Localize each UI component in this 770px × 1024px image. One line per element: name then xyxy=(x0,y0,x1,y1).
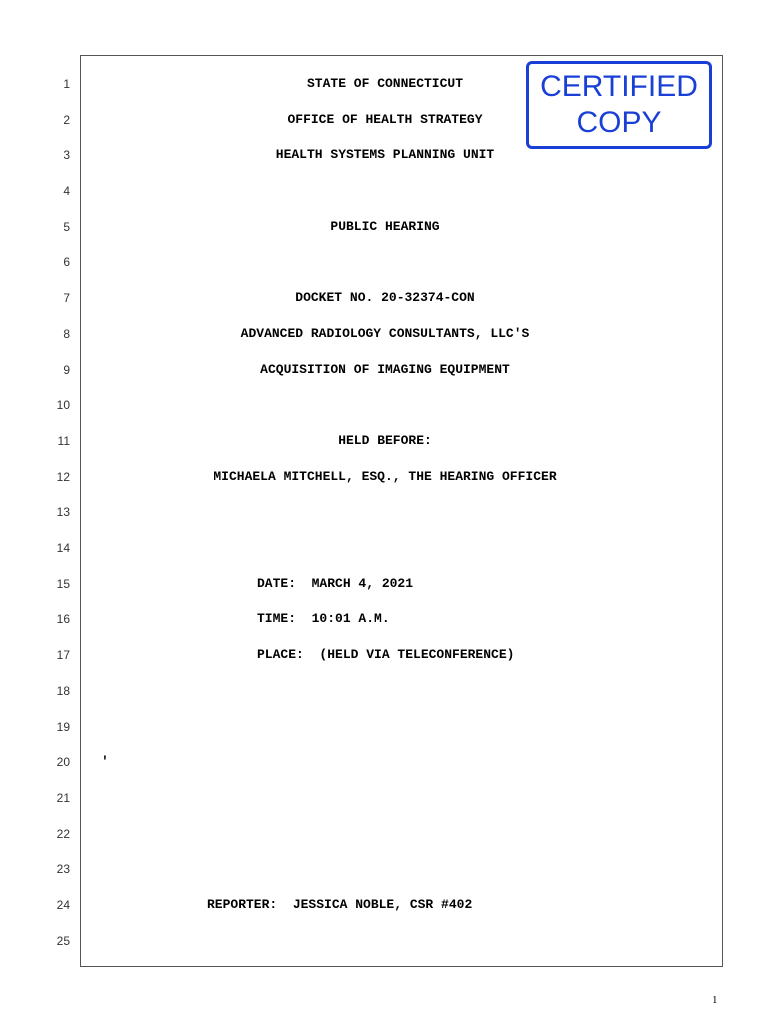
transcript-page-frame xyxy=(80,55,723,967)
line-number: 1 xyxy=(63,77,70,91)
line-number: 25 xyxy=(56,934,70,948)
applicant-name: ADVANCED RADIOLOGY CONSULTANTS, LLC'S xyxy=(240,326,530,341)
line-number: 6 xyxy=(63,255,70,269)
line-number: 14 xyxy=(56,541,70,555)
line-number: 7 xyxy=(63,291,70,305)
docket-number: DOCKET NO. 20-32374-CON xyxy=(295,290,475,305)
certified-copy-stamp xyxy=(526,61,712,149)
line-number: 19 xyxy=(56,720,70,734)
line-number: 10 xyxy=(56,398,70,412)
header-office: OFFICE OF HEALTH STRATEGY xyxy=(287,112,483,127)
line-number: 15 xyxy=(56,577,70,591)
hearing-date: DATE: MARCH 4, 2021 xyxy=(257,576,414,591)
line-number: 9 xyxy=(63,363,70,377)
hearing-type: PUBLIC HEARING xyxy=(330,219,440,234)
line-number: 2 xyxy=(63,113,70,127)
header-unit: HEALTH SYSTEMS PLANNING UNIT xyxy=(275,147,495,162)
stamp-line-certified: CERTIFIED xyxy=(540,70,698,103)
stamp-line-copy: COPY xyxy=(576,106,662,139)
line-number: 23 xyxy=(56,862,70,876)
page-number: 1 xyxy=(712,994,718,1006)
line-number: 11 xyxy=(57,434,70,448)
hearing-time: TIME: 10:01 A.M. xyxy=(257,611,390,626)
line-number: 3 xyxy=(63,148,70,162)
line-number: 8 xyxy=(63,327,70,341)
line-number: 17 xyxy=(56,648,70,662)
hearing-place: PLACE: (HELD VIA TELECONFERENCE) xyxy=(257,647,515,662)
court-reporter: REPORTER: JESSICA NOBLE, CSR #402 xyxy=(207,897,473,912)
line-number: 13 xyxy=(56,505,70,519)
hearing-officer: MICHAELA MITCHELL, ESQ., THE HEARING OFFICER xyxy=(213,469,557,484)
stray-mark: ' xyxy=(101,754,109,769)
line-number: 24 xyxy=(56,898,70,912)
held-before-label: HELD BEFORE: xyxy=(338,433,432,448)
line-number: 12 xyxy=(56,470,70,484)
line-number: 18 xyxy=(56,684,70,698)
line-number: 22 xyxy=(56,827,70,841)
line-number: 16 xyxy=(56,612,70,626)
header-state: STATE OF CONNECTICUT xyxy=(306,76,464,91)
line-number: 4 xyxy=(63,184,70,198)
matter-description: ACQUISITION OF IMAGING EQUIPMENT xyxy=(260,362,510,377)
line-number: 20 xyxy=(56,755,70,769)
line-number: 5 xyxy=(63,220,70,234)
line-number: 21 xyxy=(56,791,70,805)
